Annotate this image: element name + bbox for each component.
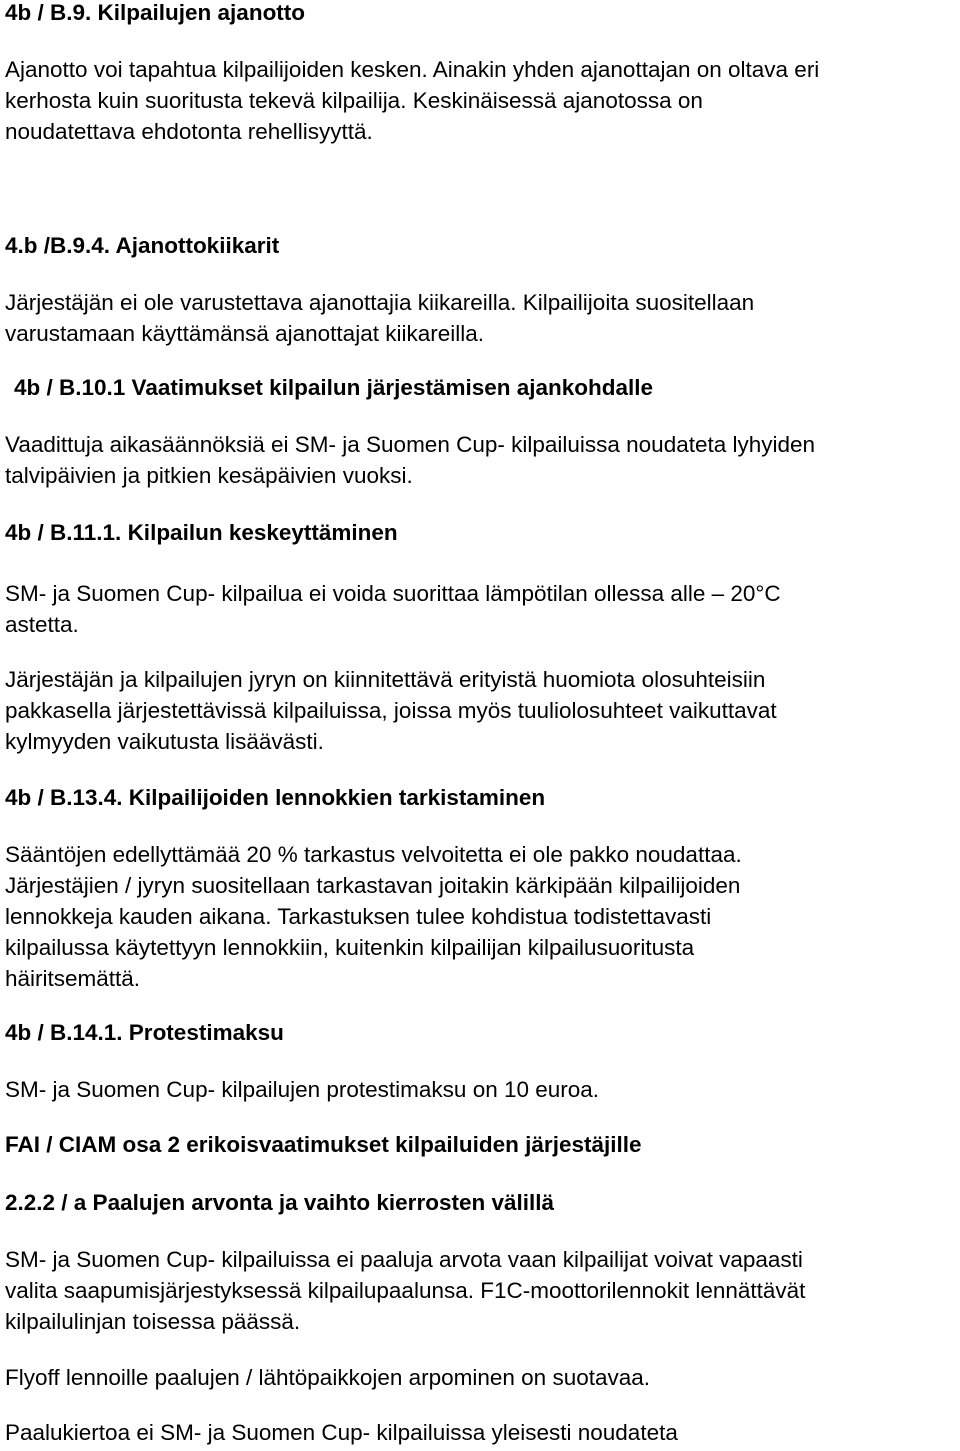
paragraph-line: valita saapumisjärjestyksessä kilpailupaalunsa. F1C-moottorilennokit lennättävät: [5, 1278, 806, 1303]
section-heading: 4b / B.9. Kilpailujen ajanotto: [5, 0, 306, 25]
section-heading: FAI / CIAM osa 2 erikoisvaatimukset kilpailuiden järjestäjille: [5, 1132, 642, 1157]
section-heading: 4b / B.11.1. Kilpailun keskeyttäminen: [5, 520, 398, 545]
paragraph-line: kylmyyden vaikutusta lisäävästi.: [5, 729, 324, 754]
paragraph-line: noudatettava ehdotonta rehellisyyttä.: [5, 119, 373, 144]
section-heading: 2.2.2 / a Paalujen arvonta ja vaihto kierrosten välillä: [5, 1190, 554, 1215]
paragraph-line: Järjestäjän ja kilpailujen jyryn on kiinnitettävä erityistä huomiota olosuhteisiin: [5, 667, 766, 692]
paragraph-line: Paalukiertoa ei SM- ja Suomen Cup- kilpailuissa yleisesti noudateta: [5, 1420, 678, 1445]
paragraph-line: Järjestäjien / jyryn suositellaan tarkastavan joitakin kärkipään kilpailijoiden: [5, 873, 741, 898]
paragraph-line: kerhosta kuin suoritusta tekevä kilpailija. Keskinäisessä ajanotossa on: [5, 88, 703, 113]
section-heading: 4.b /B.9.4. Ajanottokiikarit: [5, 233, 280, 258]
paragraph-line: SM- ja Suomen Cup- kilpailuissa ei paaluja arvota vaan kilpailijat voivat vapaasti: [5, 1247, 803, 1272]
paragraph-line: astetta.: [5, 612, 79, 637]
paragraph-line: SM- ja Suomen Cup- kilpailujen protestimaksu on 10 euroa.: [5, 1077, 600, 1102]
paragraph-line: kilpailulinjan toisessa päässä.: [5, 1309, 301, 1334]
paragraph-line: Sääntöjen edellyttämää 20 % tarkastus velvoitetta ei ole pakko noudattaa.: [5, 842, 742, 867]
paragraph-line: SM- ja Suomen Cup- kilpailua ei voida suorittaa lämpötilan ollessa alle – 20°C: [5, 581, 781, 606]
section-heading: 4b / B.13.4. Kilpailijoiden lennokkien tarkistaminen: [5, 785, 546, 810]
paragraph-line: Ajanotto voi tapahtua kilpailijoiden kesken. Ainakin yhden ajanottajan on oltava eri: [5, 57, 820, 82]
paragraph-line: lennokkeja kauden aikana. Tarkastuksen tulee kohdistua todistettavasti: [5, 904, 712, 929]
paragraph-line: Vaadittuja aikasäännöksiä ei SM- ja Suomen Cup- kilpailuissa noudateta lyhyiden: [5, 432, 816, 457]
section-heading: 4b / B.14.1. Protestimaksu: [5, 1020, 284, 1045]
paragraph-line: varustamaan käyttämänsä ajanottajat kiikareilla.: [5, 321, 484, 346]
section-heading: 4b / B.10.1 Vaatimukset kilpailun järjestämisen ajankohdalle: [14, 375, 654, 400]
paragraph-line: häiritsemättä.: [5, 966, 141, 991]
paragraph-line: kilpailussa käytettyyn lennokkiin, kuitenkin kilpailijan kilpailusuoritusta: [5, 935, 695, 960]
paragraph-line: Järjestäjän ei ole varustettava ajanottajia kiikareilla. Kilpailijoita suositellaan: [5, 290, 755, 315]
paragraph-line: talvipäivien ja pitkien kesäpäivien vuoksi.: [5, 463, 413, 488]
paragraph-line: pakkasella järjestettävissä kilpailuissa, joissa myös tuuliolosuhteet vaikuttavat: [5, 698, 777, 723]
paragraph-line: Flyoff lennoille paalujen / lähtöpaikkojen arpominen on suotavaa.: [5, 1365, 651, 1390]
